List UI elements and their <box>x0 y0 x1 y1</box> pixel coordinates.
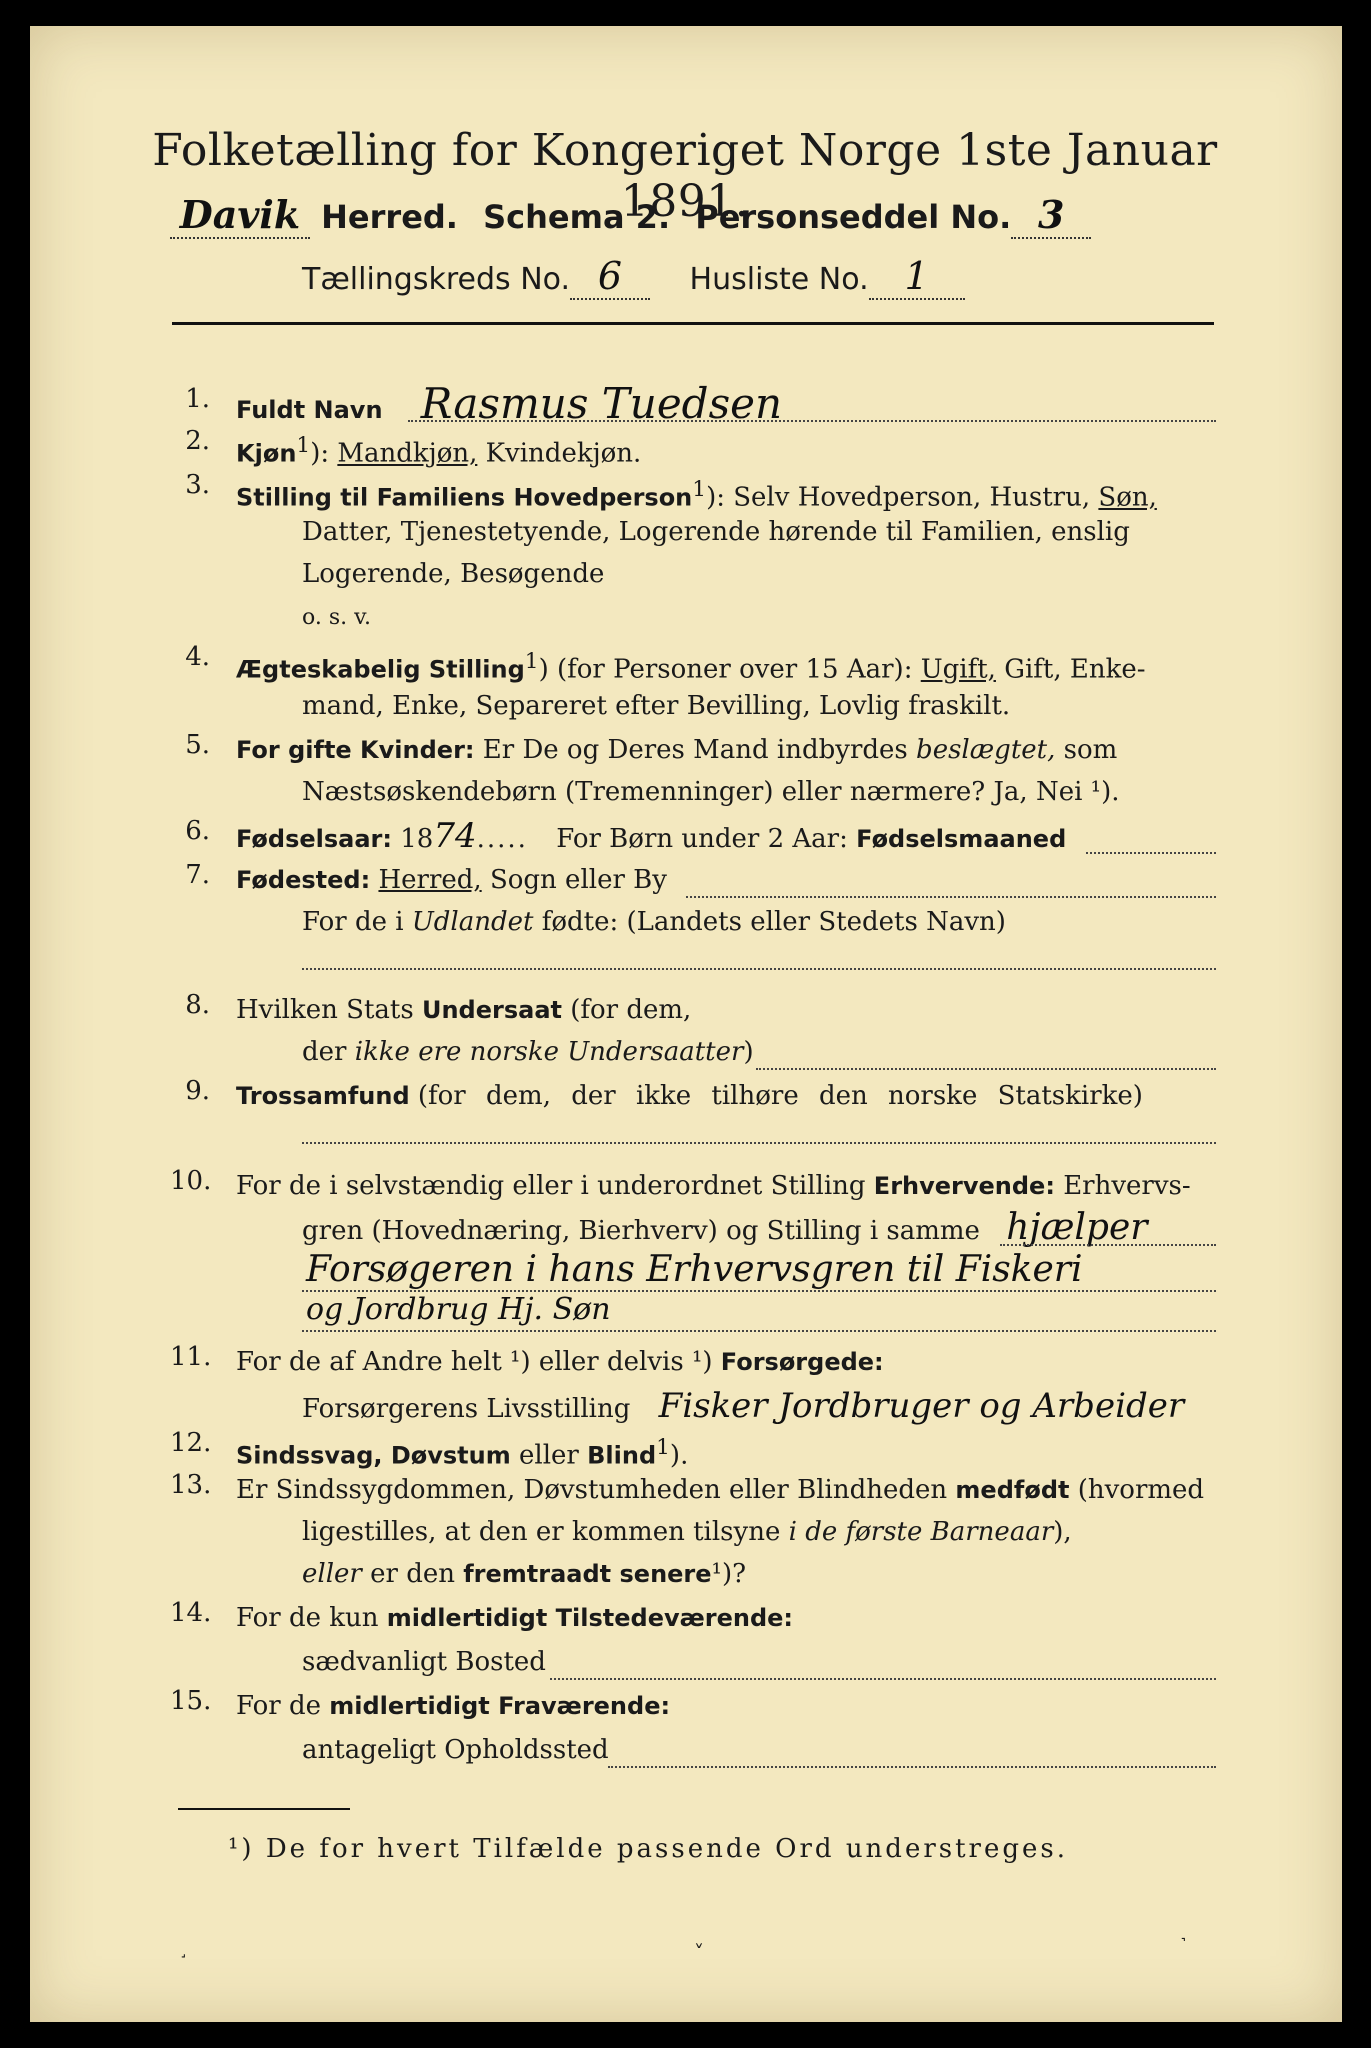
item-7-birthplace <box>236 860 667 900</box>
item-15-temporary-absent <box>236 1686 670 1726</box>
item-11-label: Forsørgede: <box>720 1348 884 1376</box>
item-13-congenital <box>236 1470 1204 1510</box>
item-15-line-2: antageligt Opholdssted <box>302 1735 609 1765</box>
item-8-line-2: der ikke ere norske Undersaatter) <box>302 1037 754 1067</box>
item-7-line <box>686 896 1216 898</box>
item-3-line-3: Logerende, Besøgende <box>302 559 605 589</box>
provider-occupation-value: Fisker Jordbruger og Arbeider <box>658 1386 1185 1426</box>
item-8-number: 8. <box>185 990 210 1020</box>
corner-mark-right: ˺ <box>1180 1932 1187 1956</box>
occupation-value-2: Forsøgeren i hans Erhvervsgren til Fiskeri <box>306 1249 1083 1290</box>
item-3-label: Stilling til Familiens Hovedperson <box>236 483 693 512</box>
taellingskreds-value: 6 <box>597 254 623 298</box>
item-14-line-2: sædvanligt Bosted <box>302 1647 546 1677</box>
item-4-number: 4. <box>185 642 210 672</box>
corner-mark-left: ˼ <box>180 1934 187 1958</box>
item-4-label: Ægteskabelig Stilling <box>236 655 525 684</box>
birthplace-herred-selected: Herred, <box>378 865 482 895</box>
position-son-selected: Søn, <box>1098 482 1157 513</box>
item-7-abroad-b: fødte: (Landets eller Stedets Navn) <box>541 907 1006 937</box>
item-8-text-b: (for dem, <box>570 995 692 1025</box>
husliste-label: Husliste No. <box>689 262 869 297</box>
gender-kvindekjon: Kvindekjøn. <box>485 438 642 469</box>
item-5-married-women <box>236 730 1117 770</box>
item-6-line <box>1086 852 1216 854</box>
item-3-line-4: o. s. v. <box>302 605 371 630</box>
item-6-birth-month-label: Fødselsmaaned <box>856 825 1067 853</box>
item-5-question: Er De og Deres Mand indbyrdes <box>482 735 908 765</box>
footnote-ref: 1 <box>656 1435 670 1460</box>
footnote-ref: 1 <box>296 433 311 458</box>
footnote-divider <box>178 1808 350 1810</box>
item-4-marital-status: Ægteskabelig Stilling$^1$) (for Personer over 15 Aar): Ugift, Gift, Enke- <box>236 649 1146 685</box>
personseddel-label: Personseddel No. <box>695 198 1012 236</box>
item-2-label: Kjøn <box>236 439 297 468</box>
herred-label: Herred. <box>321 198 458 236</box>
item-8-non-norwegian: ikke ere norske Undersaatter <box>354 1037 744 1067</box>
item-12-or: eller <box>519 1440 579 1471</box>
item-5-som: som <box>1063 735 1118 765</box>
item-10-text: For de i selvstændig eller i underordnet Stilling <box>236 1171 866 1201</box>
item-13-text-2: ligestilles, at den er kommen tilsyne <box>302 1517 781 1547</box>
item-13-number: 13. <box>170 1470 212 1500</box>
item-8-citizenship <box>236 990 691 1030</box>
item-13-line-3 <box>302 1554 746 1594</box>
item-14-line <box>550 1678 1216 1680</box>
item-14-text: For de kun <box>236 1603 379 1633</box>
marital-ugift-selected: Ugift, <box>920 654 996 685</box>
item-10-text-2: gren (Hovednæring, Bierhverv) og Stilling i samme <box>302 1216 980 1246</box>
item-11-supported <box>236 1342 884 1382</box>
footnote-ref: 1 <box>692 477 707 502</box>
item-8-text-a: Hvilken Stats <box>236 995 414 1025</box>
taellingskreds-row <box>302 254 965 300</box>
item-8-line <box>756 1068 1216 1070</box>
item-10-number: 10. <box>170 1166 212 1196</box>
birth-year-prefix: 18 <box>400 824 434 854</box>
full-name-value: Rasmus Tuedsen <box>420 379 783 428</box>
item-8-der: der <box>302 1037 347 1067</box>
item-12-label: Sindssvag, Døvstum <box>236 1441 511 1470</box>
item-1-line <box>408 420 1216 422</box>
item-11-text: For de af Andre helt ¹) eller delvis ¹) <box>236 1347 713 1377</box>
item-11-provider-label: Forsørgerens Livsstilling <box>302 1394 631 1424</box>
header-divider <box>172 322 1214 325</box>
gender-mandkjon-selected: Mandkjøn, <box>337 438 478 469</box>
item-13-text-b: (hvormed <box>1077 1475 1205 1505</box>
item-5-number: 5. <box>185 730 210 760</box>
item-3-options: Selv Hovedperson, Hustru, <box>733 482 1091 513</box>
item-4-options: Gift, Enke- <box>1004 654 1146 685</box>
item-7-blank-line <box>302 968 1216 970</box>
footnote-ref: 1 <box>524 649 539 674</box>
item-15-label: midlertidigt Fraværende: <box>329 1692 671 1720</box>
item-6-number: 6. <box>185 816 210 846</box>
birth-year-value: 74 <box>433 816 477 856</box>
item-13-eller: eller <box>302 1559 362 1589</box>
item-9-number: 9. <box>185 1076 210 1106</box>
form-title: Folketælling for Kongeriget Norge 1ste Januar 1891. <box>152 125 1218 227</box>
item-7-abroad-a: For de i <box>302 907 404 937</box>
item-10-label: Erhvervende: <box>873 1172 1055 1200</box>
item-2-gender: Kjøn$^1$): Mandkjøn, Kvindekjøn. <box>236 433 642 469</box>
item-9-blank-line <box>302 1142 1216 1144</box>
item-3-number: 3. <box>185 470 210 500</box>
item-10-occupation <box>236 1166 1191 1206</box>
item-15-line <box>608 1766 1216 1768</box>
personseddel-value: 3 <box>1038 192 1065 237</box>
item-7-options: Sogn eller By <box>489 865 667 895</box>
item-15-text: For de <box>236 1691 321 1721</box>
item-12-disability: Sindssvag, Døvstum eller Blind$^1$). <box>236 1435 689 1471</box>
item-5-line-2: Næstsøskendebørn (Tremenninger) eller nærmere? Ja, Nei ¹). <box>302 777 1120 807</box>
item-10-line-c <box>302 1330 1216 1332</box>
item-7-line-2 <box>302 902 1006 942</box>
taellingskreds-label: Tællingskreds No. <box>302 262 570 297</box>
item-11-number: 11. <box>170 1342 212 1372</box>
item-11-line-2 <box>302 1386 1184 1429</box>
item-5-label: For gifte Kvinder: <box>236 736 475 764</box>
item-6-birth-year: Fødselsaar: 1874..... For Børn under 2 Aar: Fødselsmaaned <box>236 816 1067 856</box>
item-14-temporary-present <box>236 1598 793 1638</box>
item-13-label-2: fremtraadt senere <box>463 1560 712 1588</box>
item-7-label: Fødested: <box>236 866 371 894</box>
item-13-line-2: ligestilles, at den er kommen tilsyne i de første Barneaar), <box>302 1517 1072 1547</box>
item-13-text-3: er den <box>370 1559 455 1589</box>
occupation-value-1: hjælper <box>1006 1207 1148 1248</box>
herred-value: Davik <box>179 192 301 237</box>
item-3-family-position: Stilling til Familiens Hovedperson$^1$): Selv Hovedperson, Hustru, Søn, <box>236 477 1157 513</box>
item-3-line-2: Datter, Tjenestetyende, Logerende hørende til Familien, enslig <box>302 517 1130 547</box>
item-13-early-years: i de første Barneaar <box>788 1517 1054 1547</box>
item-4-note: (for Personer over 15 Aar): <box>557 654 913 685</box>
item-10-line-a <box>1000 1244 1216 1246</box>
item-2-number: 2. <box>185 426 210 456</box>
item-14-number: 14. <box>170 1598 212 1628</box>
item-9-religion <box>236 1076 1143 1116</box>
item-10-text-b: Erhvervs- <box>1063 1171 1191 1201</box>
schema-label: Schema 2. <box>483 198 671 236</box>
item-8-label: Undersaat <box>421 996 562 1024</box>
corner-mark-center: ˅ <box>694 1940 704 1964</box>
item-6-children-note: For Børn under 2 Aar: <box>556 824 848 854</box>
occupation-value-3: og Jordbrug Hj. Søn <box>306 1292 611 1327</box>
item-13-label: medfødt <box>955 1476 1070 1504</box>
footnote: ¹) De for hvert Tilfælde passende Ord understreges. <box>228 1834 1069 1864</box>
husliste-value: 1 <box>904 254 929 298</box>
item-12-label-2: Blind <box>587 1441 657 1470</box>
item-9-label: Trossamfund <box>236 1082 410 1110</box>
item-5-related: beslægtet, <box>916 735 1056 765</box>
item-12-number: 12. <box>170 1428 212 1458</box>
item-7-abroad: Udlandet <box>411 907 534 937</box>
item-7-number: 7. <box>185 860 210 890</box>
herred-row <box>170 192 1091 239</box>
item-13-end: ¹)? <box>711 1559 747 1589</box>
item-1-label: Fuldt Navn <box>236 396 383 424</box>
item-6-label: Fødselsaar: <box>236 825 392 853</box>
item-14-label: midlertidigt Tilstedeværende: <box>386 1604 794 1632</box>
item-1-full-name <box>236 379 783 430</box>
item-4-line-2: mand, Enke, Separeret efter Bevilling, Lovlig fraskilt. <box>302 691 1011 721</box>
item-1-number: 1. <box>185 384 210 414</box>
item-13-text: Er Sindssygdommen, Døvstumheden eller Blindheden <box>236 1475 948 1505</box>
item-15-number: 15. <box>170 1686 212 1716</box>
item-9-text: (for dem, der ikke tilhøre den norske Statskirke) <box>417 1081 1143 1111</box>
